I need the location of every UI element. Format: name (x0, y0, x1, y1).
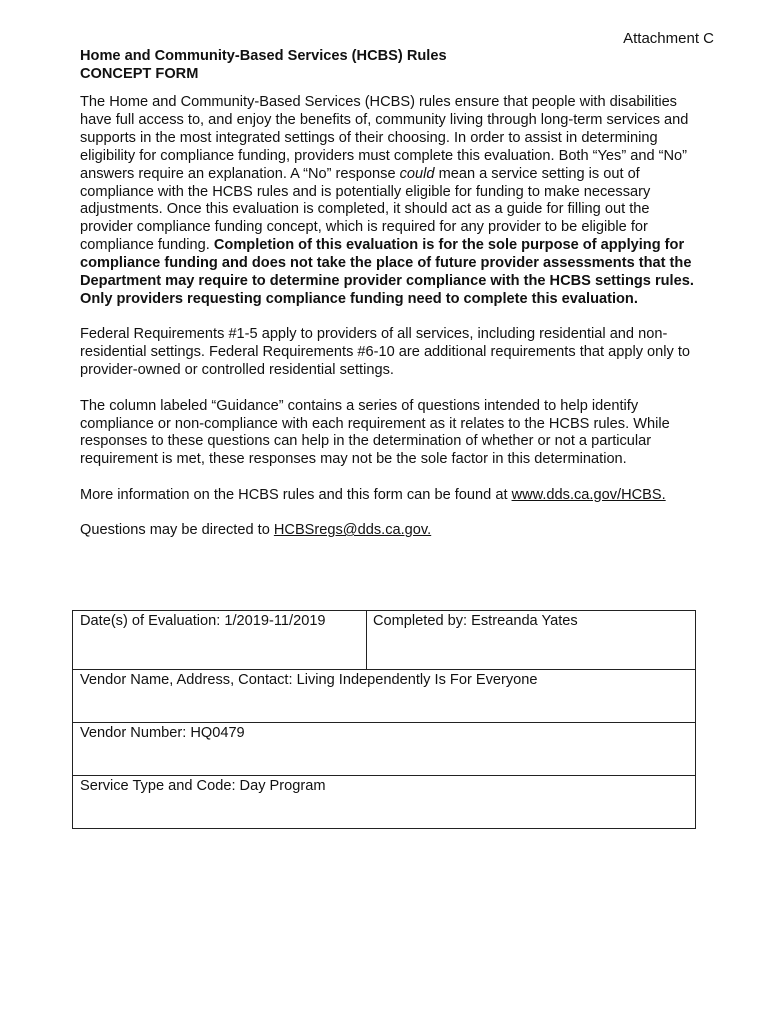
hcbs-email-link[interactable]: HCBSregs@dds.ca.gov. (273, 522, 432, 539)
intro-text-2: mean a service setting is out of compliance with the HCBS rules and is potentially eligible for funding to make necessary adjustments. Once this evaluation is completed, it should act as a guide for filling out the provider compliance funding concept, which is required for any provider to be eligible for compliance funding. (80, 165, 651, 254)
service-type-cell: Service Type and Code: Day Program (73, 776, 696, 829)
questions-paragraph (80, 522, 695, 540)
evaluation-dates-cell: Date(s) of Evaluation: 1/2019-11/2019 (73, 611, 367, 670)
federal-requirements-paragraph: Federal Requirements #1-5 apply to providers of all services, including residential and non-residential settings. Federal Requirements #6-10 are additional requirements that apply only to provider-owned or controlled residential settings. (80, 326, 691, 379)
evaluation-info-table (72, 610, 696, 829)
document-body (80, 94, 695, 558)
guidance-paragraph: The column labeled “Guidance” contains a series of questions intended to help identify compliance or non-compliance with each requirement as it relates to the HCBS rules. While responses to these questions can help in the determination of whether or not a particular requirement is met, these responses may not be the sole factor in this determination. (80, 397, 670, 468)
intro-paragraph (80, 94, 695, 309)
intro-bold-text: Completion of this evaluation is for the sole purpose of applying for compliance funding and does not take the place of future provider assessments that the Department may require to determine provider compliance with the HCBS settings rules. Only providers requesting compliance funding need to complete this evaluation. (80, 237, 694, 307)
title-line-1: Home and Community-Based Services (HCBS) Rules (80, 48, 447, 64)
attachment-label: Attachment C (623, 30, 714, 47)
hcbs-website-link[interactable]: www.dds.ca.gov/HCBS. (511, 486, 666, 503)
intro-text-1: The Home and Community-Based Services (HCBS) rules ensure that people with disabilities have full access to, and enjoy the benefits of, community living through long-term services and supports in the most integrated settings of their choosing. In order to assist in determining eligibility for compliance funding, providers must complete this evaluation. Both “Yes” and “No” answers require an explanation. A “No” response (80, 94, 689, 182)
page-title (80, 48, 447, 84)
vendor-number-cell: Vendor Number: HQ0479 (73, 723, 696, 776)
more-info-paragraph (80, 487, 695, 505)
completed-by-cell: Completed by: Estreanda Yates (367, 611, 696, 670)
questions-text: Questions may be directed to (80, 522, 274, 539)
vendor-name-cell: Vendor Name, Address, Contact: Living Independently Is For Everyone (73, 670, 696, 723)
more-info-text: More information on the HCBS rules and this form can be found at (80, 486, 512, 503)
intro-emphasis: could (399, 165, 435, 182)
title-line-2: CONCEPT FORM (80, 65, 199, 82)
